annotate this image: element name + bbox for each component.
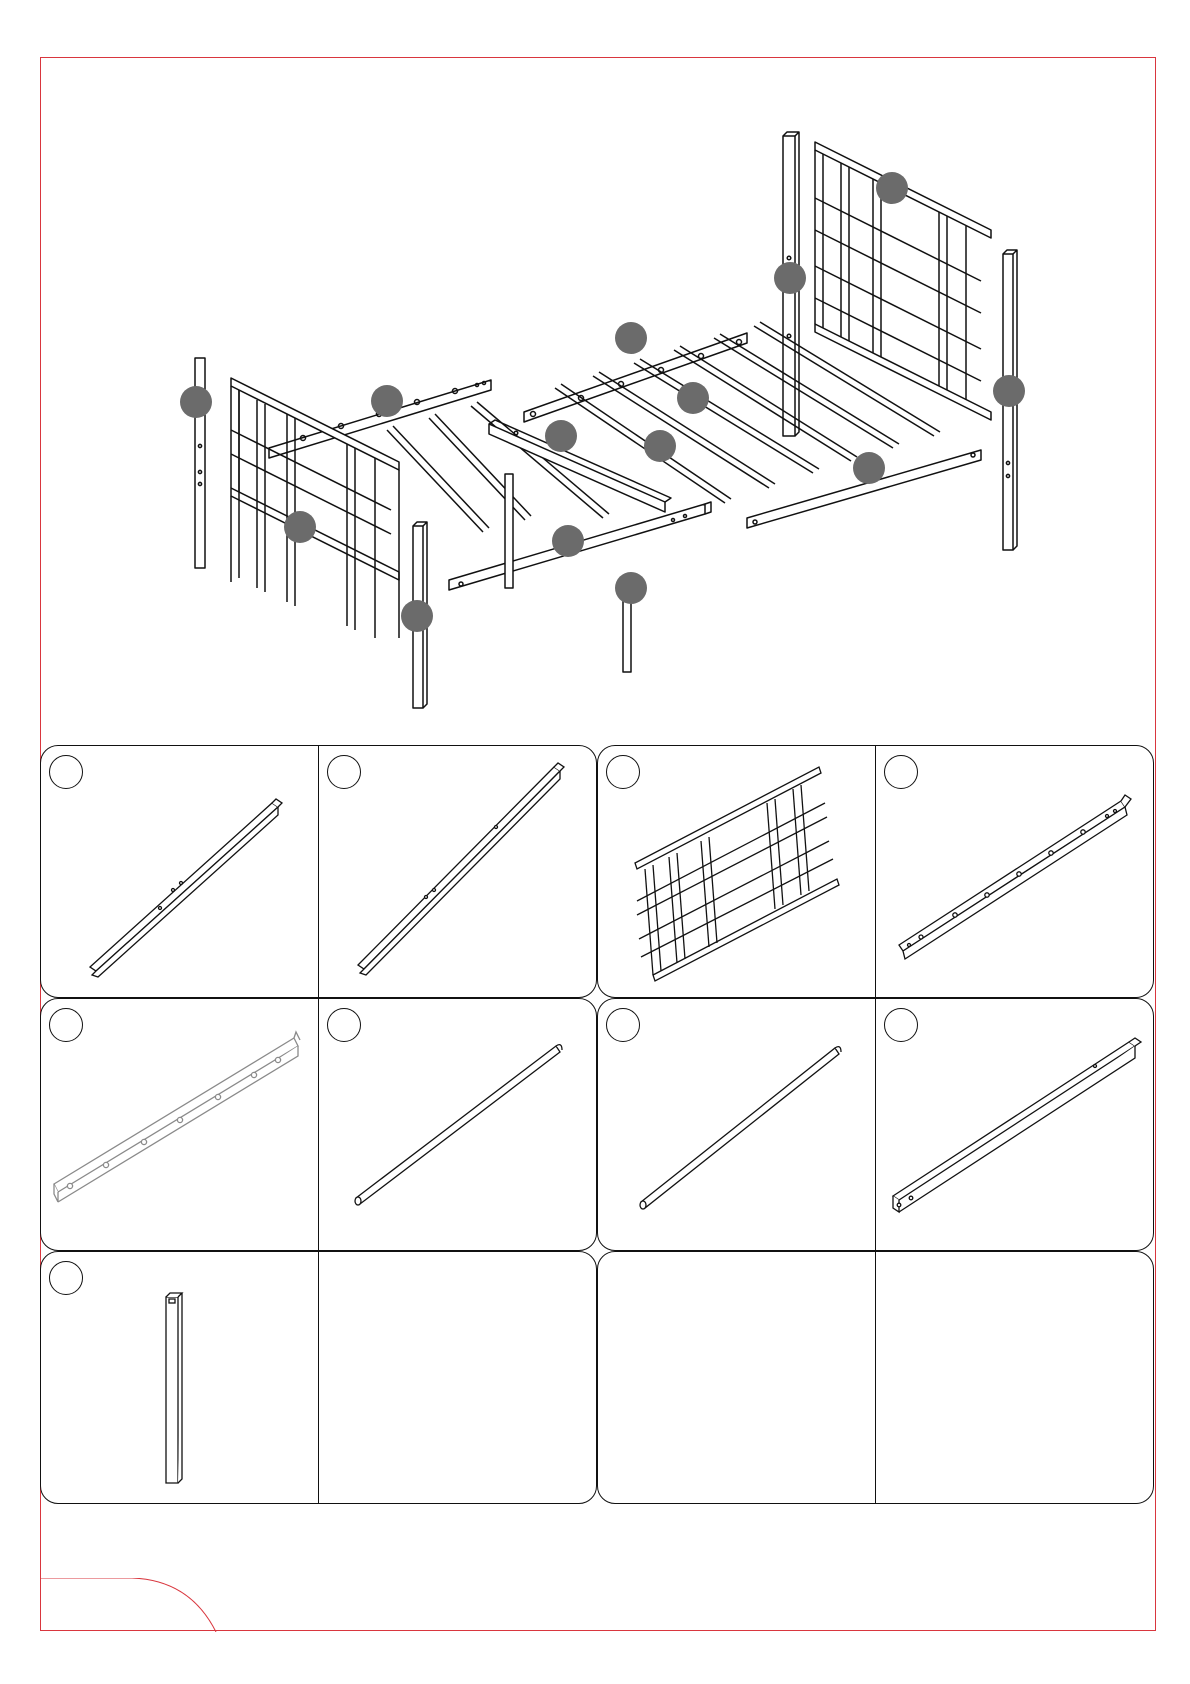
part-cell-7 <box>597 998 875 1251</box>
part-cell-8 <box>875 998 1154 1251</box>
callout-marker <box>545 420 577 452</box>
callout-marker <box>284 511 316 543</box>
callout-marker <box>552 525 584 557</box>
part-cell-11 <box>597 1251 875 1504</box>
part-cell-1 <box>40 745 318 998</box>
center-rail-tube-drawing <box>875 998 1154 1251</box>
callout-marker <box>853 452 885 484</box>
part-cell-3 <box>597 745 875 998</box>
parts-grid <box>40 745 1154 1505</box>
callout-marker <box>615 572 647 604</box>
part-cell-4 <box>875 745 1154 998</box>
round-slat-alt-drawing <box>597 998 875 1251</box>
callout-marker <box>401 600 433 632</box>
part-cell-12 <box>875 1251 1154 1504</box>
part-cell-6 <box>318 998 597 1251</box>
callout-marker <box>677 382 709 414</box>
callout-marker <box>371 385 403 417</box>
part-cell-2 <box>318 745 597 998</box>
square-tube-long-drawing <box>40 745 318 998</box>
callout-markers <box>180 172 1025 632</box>
center-post <box>505 474 513 588</box>
callout-marker <box>876 172 908 204</box>
flat-rail-with-holes-drawing <box>40 998 318 1251</box>
callout-marker <box>644 430 676 462</box>
part-cell-9 <box>40 1251 318 1504</box>
support-leg-drawing <box>40 1251 318 1504</box>
callout-marker <box>774 262 806 294</box>
part-cell-10 <box>318 1251 597 1504</box>
callout-marker <box>180 386 212 418</box>
callout-marker <box>993 375 1025 407</box>
square-tube-long-alt-drawing <box>318 745 597 998</box>
grid-panel-drawing <box>597 745 875 998</box>
round-slat-drawing <box>318 998 597 1251</box>
exploded-bed-diagram <box>41 58 1155 738</box>
corner-tab <box>40 1578 220 1632</box>
side-rail-with-holes-drawing <box>875 745 1154 998</box>
part-cell-5 <box>40 998 318 1251</box>
callout-marker <box>615 322 647 354</box>
